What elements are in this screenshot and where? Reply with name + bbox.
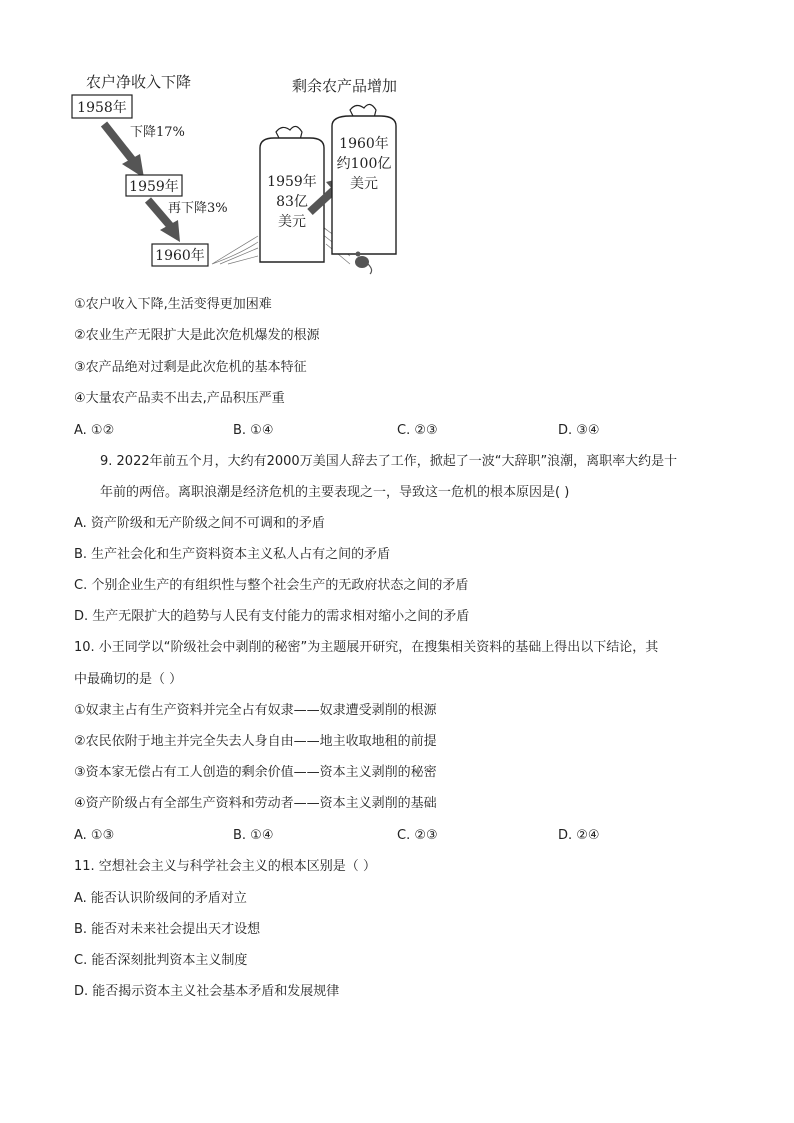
q11-stem: 11. 空想社会主义与科学社会主义的根本区别是（ ） [74,859,376,874]
q9-stem-line2: 年前的两倍。离职浪潮是经济危机的主要表现之一，导致这一危机的根本原因是( ) [100,485,570,500]
q8-option-b[interactable]: B. ①④ [233,423,274,438]
q9-option-c[interactable]: C. 个别企业生产的有组织性与整个社会生产的无政府状态之间的矛盾 [74,578,469,593]
q11-option-d[interactable]: D. 能否揭示资本主义社会基本矛盾和发展规律 [74,984,340,999]
q10-stem-line1: 10. 小王同学以“阶级社会中剥削的秘密”为主题展开研究，在搜集相关资料的基础上得出以下结论，其 [74,640,659,655]
drop-2-label: 再下降3% [168,201,228,216]
q8-option-a[interactable]: A. ①② [74,423,115,438]
q10-stem-line2: 中最确切的是（ ） [74,672,183,687]
year-1959-label: 1959年 [129,179,179,195]
q8-item-4: ④大量农产品卖不出去,产品积压严重 [74,391,285,406]
q8-option-d[interactable]: D. ③④ [558,423,600,438]
q10-option-c[interactable]: C. ②③ [397,828,438,843]
bag-1960-line2: 约100亿 [336,156,392,172]
year-1960-label: 1960年 [155,248,205,264]
year-1958-label: 1958年 [77,100,127,116]
bag-1959-line3: 美元 [278,214,306,230]
figure-title-left: 农户净收入下降 [86,73,192,91]
q9-option-a[interactable]: A. 资产阶级和无产阶级之间不可调和的矛盾 [74,516,325,531]
bag-1960-line1: 1960年 [339,136,389,152]
drop-1-label: 下降17% [130,125,185,140]
bag-1960-line3: 美元 [350,176,378,192]
q11-option-a[interactable]: A. 能否认识阶级间的矛盾对立 [74,891,247,906]
q11-option-b[interactable]: B. 能否对未来社会提出天才设想 [74,922,261,937]
q10-option-d[interactable]: D. ②④ [558,828,600,843]
q8-item-1: ①农户收入下降,生活变得更加困难 [74,297,272,312]
q10-item-1: ①奴隶主占有生产资料并完全占有奴隶——奴隶遭受剥削的根源 [74,703,437,718]
q10-item-4: ④资产阶级占有全部生产资料和劳动者——资本主义剥削的基础 [74,796,437,811]
economic-crisis-figure [60,66,420,280]
q10-option-b[interactable]: B. ①④ [233,828,274,843]
figure-title-right: 剩余农产品增加 [292,77,398,95]
q9-option-d[interactable]: D. 生产无限扩大的趋势与人民有支付能力的需求相对缩小之间的矛盾 [74,609,470,624]
q8-item-3: ③农产品绝对过剩是此次危机的基本特征 [74,360,307,375]
q10-item-3: ③资本家无偿占有工人创造的剩余价值——资本主义剥削的秘密 [74,765,437,780]
q9-stem-line1: 9. 2022年前五个月，大约有2000万美国人辞去了工作，掀起了一波“大辞职”浪潮，离职率大约是十 [100,454,678,469]
q10-option-a[interactable]: A. ①③ [74,828,115,843]
q11-option-c[interactable]: C. 能否深刻批判资本主义制度 [74,953,248,968]
q8-option-c[interactable]: C. ②③ [397,423,438,438]
figure-svg [60,66,420,280]
bag-1959-line2: 83亿 [276,194,308,210]
q8-item-2: ②农业生产无限扩大是此次危机爆发的根源 [74,328,320,343]
bag-1959-line1: 1959年 [267,174,317,190]
q10-item-2: ②农民依附于地主并完全失去人身自由——地主收取地租的前提 [74,734,437,749]
mouse-icon [355,252,372,275]
q9-option-b[interactable]: B. 生产社会化和生产资料资本主义私人占有之间的矛盾 [74,547,391,562]
